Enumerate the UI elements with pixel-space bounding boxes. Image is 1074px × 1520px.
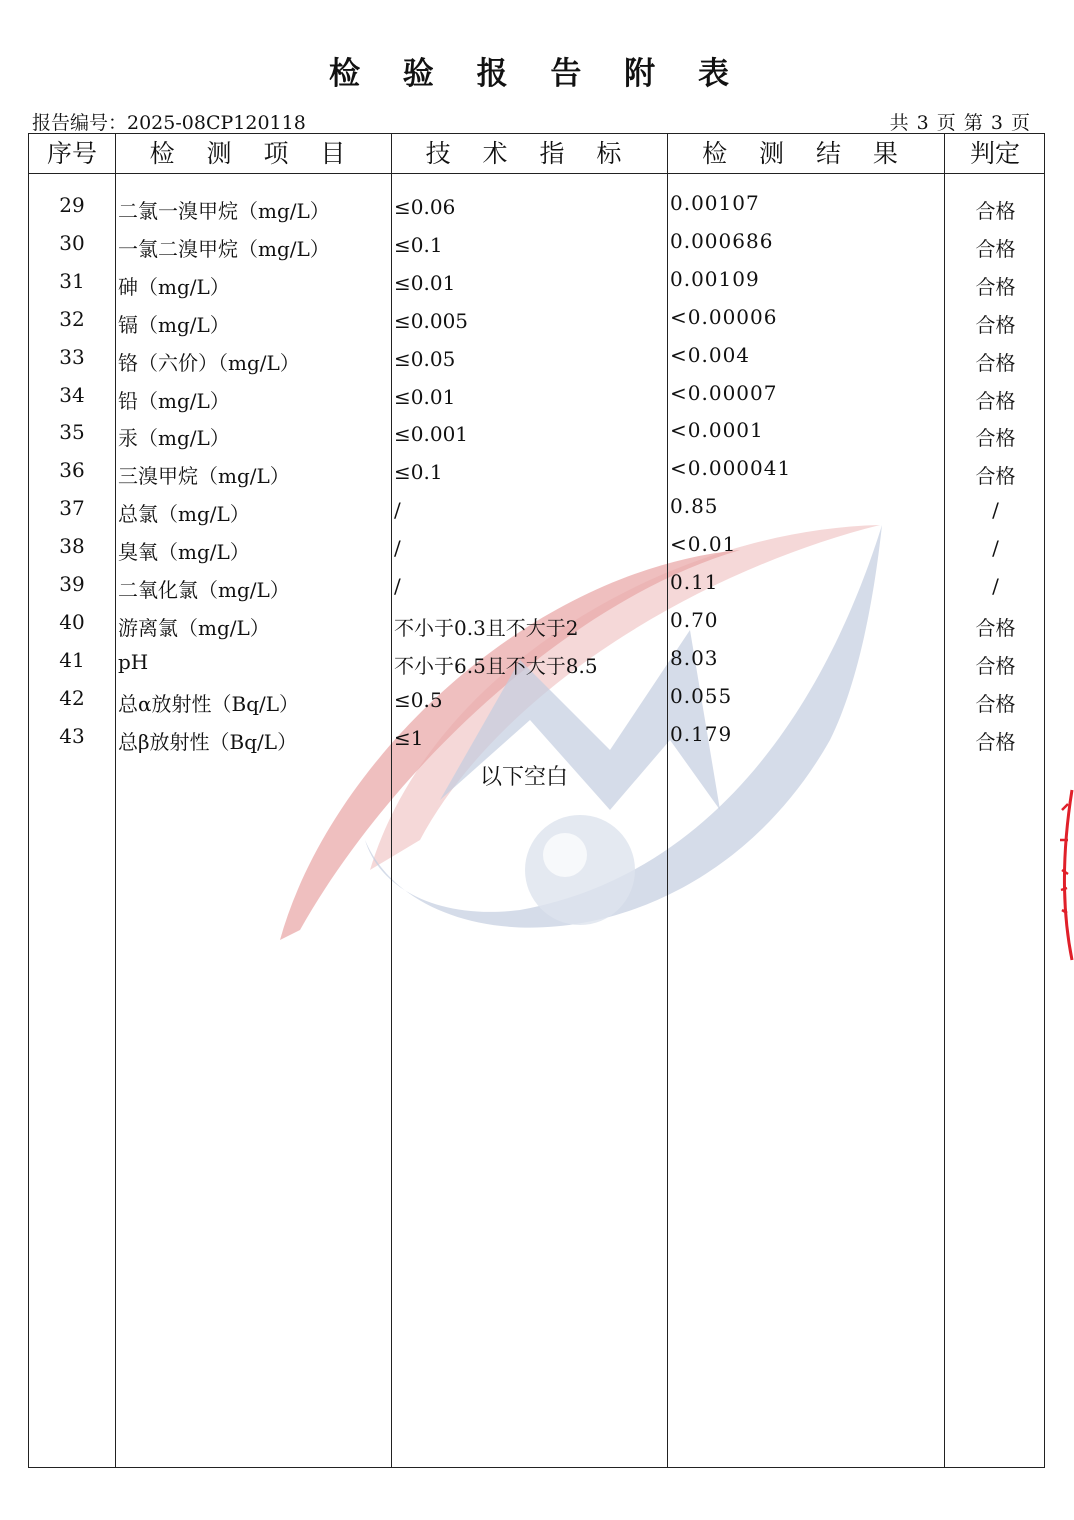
row-item: pH [118,649,149,674]
row-item: 汞（mg/L） [118,426,230,451]
row-number: 36 [59,458,85,483]
table-row [28,191,1045,233]
table-row [28,645,1045,688]
table-row [28,532,1045,574]
row-standard: ≤0.01 [394,384,456,409]
row-number: 31 [59,268,85,293]
row-result: <0.0001 [670,418,764,443]
row-number: 30 [59,230,85,255]
row-standard: ≤0.06 [394,195,456,219]
row-standard: / [394,498,401,523]
header-result: 检 测 结 果 [702,139,910,168]
row-standard: ≤1 [394,725,424,750]
row-judgment: 合格 [975,426,1016,451]
row-number: 43 [59,723,85,748]
row-number: 38 [59,534,85,559]
row-number: 40 [59,609,85,634]
row-item: 游离氯（mg/L） [118,615,270,640]
row-result: 0.055 [670,683,733,708]
row-item: 砷（mg/L） [118,274,230,299]
row-item: 二氯一溴甲烷（mg/L） [118,199,330,223]
row-standard: 不小于6.5且不大于8.5 [394,653,598,678]
table-row [28,456,1045,498]
row-judgment: / [992,498,999,523]
row-judgment: 合格 [975,274,1016,299]
row-number: 35 [59,420,85,445]
row-number: 33 [59,344,85,369]
row-standard: ≤0.1 [394,232,443,257]
row-item: 总α放射性（Bq/L） [118,691,300,716]
report-number: 报告编号：2025-08CP120118 [32,112,306,134]
row-judgment: 合格 [975,464,1016,489]
row-judgment: 合格 [975,691,1016,716]
row-judgment: 合格 [975,350,1016,375]
row-item: 三溴甲烷（mg/L） [118,464,290,489]
row-result: <0.01 [670,532,737,557]
row-judgment: 合格 [975,388,1016,413]
row-judgment: 合格 [975,199,1016,223]
row-item: 总氯（mg/L） [118,502,250,527]
row-number: 37 [59,496,85,521]
row-number: 34 [59,382,85,407]
row-result: 8.03 [670,645,719,670]
row-item: 臭氧（mg/L） [118,540,250,565]
row-number: 42 [59,685,85,710]
row-judgment: / [992,536,999,561]
row-standard: ≤0.1 [394,460,443,485]
table-row [28,228,1045,271]
row-judgment: 合格 [975,653,1016,678]
header-standard: 技 术 指 标 [425,139,634,168]
seal-stamp [1052,780,1074,970]
page-info: 共 3 页 第 3 页 [889,112,1031,134]
row-standard: ≤0.01 [394,270,456,295]
row-judgment: 合格 [975,615,1016,640]
row-result: 0.00107 [670,191,760,215]
row-result: <0.00007 [670,380,778,405]
row-judgment: 合格 [975,312,1016,337]
row-judgment: / [992,574,999,598]
row-item: 二氧化氯（mg/L） [118,578,290,602]
row-number: 29 [59,193,85,217]
row-standard: / [394,536,401,561]
row-standard: ≤0.05 [394,346,456,371]
header-judgment: 判定 [969,139,1020,168]
table-row [28,266,1045,309]
row-number: 32 [59,306,85,331]
header-divider [28,173,1045,174]
blank-below-note: 以下空白 [480,765,569,790]
row-standard: ≤0.001 [394,422,469,447]
row-result: 0.179 [670,721,733,746]
row-result: 0.00109 [670,266,760,291]
table-row [28,494,1045,536]
table-row [28,342,1045,385]
row-standard: ≤0.005 [394,308,469,333]
row-item: 总β放射性（Bq/L） [118,729,298,754]
row-item: 铅（mg/L） [118,388,230,413]
page-title: 检 验 报 告 附 表 [329,56,745,92]
row-result: <0.00006 [670,304,778,329]
table-row [28,683,1045,726]
header-item: 检 测 项 目 [149,139,358,168]
row-number: 41 [59,647,85,672]
row-result: 0.70 [670,607,719,632]
header-seq: 序号 [46,139,97,168]
row-standard: ≤0.5 [394,687,443,712]
row-item: 铬（六价）（mg/L） [118,350,300,375]
table-row [28,607,1045,650]
row-number: 39 [59,572,85,596]
row-item: 镉（mg/L） [118,312,230,337]
row-standard: 不小于0.3且不大于2 [394,615,579,640]
table-row [28,304,1045,347]
row-result: 0.85 [670,494,719,519]
row-result: <0.004 [670,342,751,367]
row-result: <0.000041 [670,456,792,481]
row-standard: / [394,574,401,598]
row-result: 0.000686 [670,228,774,253]
table-row [28,721,1045,764]
row-item: 一氯二溴甲烷（mg/L） [118,236,330,261]
table-row [28,380,1045,423]
row-judgment: 合格 [975,729,1016,754]
table-row [28,570,1045,612]
table-row [28,418,1045,460]
row-judgment: 合格 [975,236,1016,261]
row-result: 0.11 [670,570,719,594]
